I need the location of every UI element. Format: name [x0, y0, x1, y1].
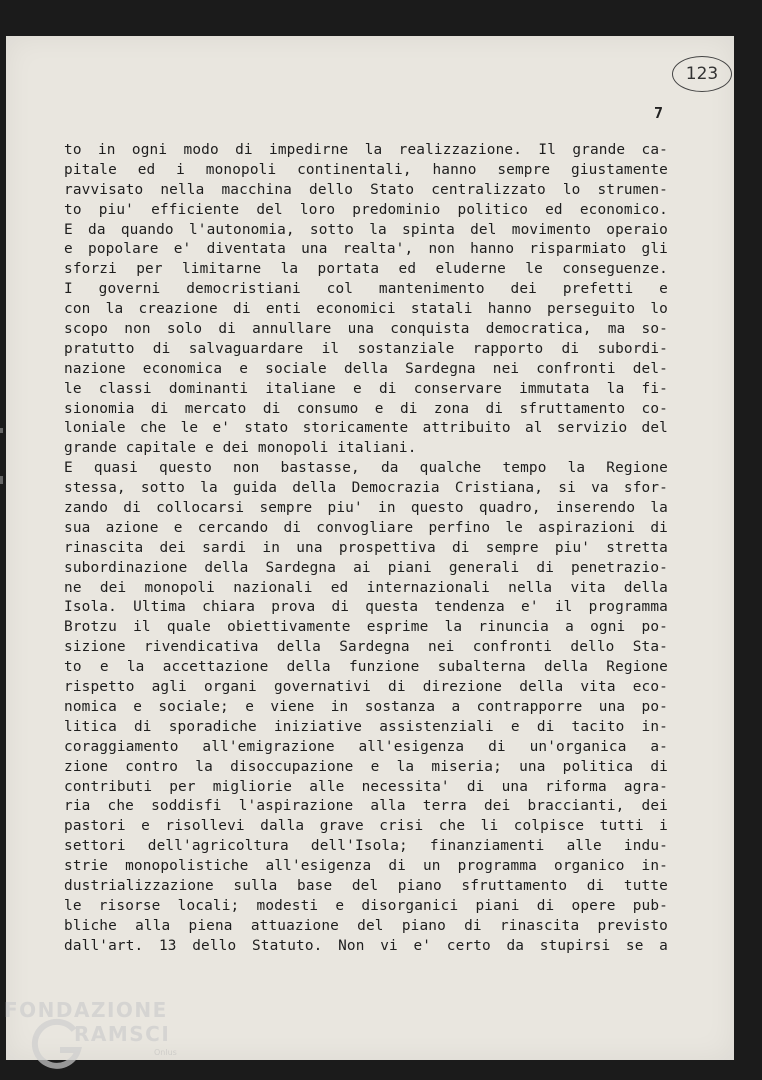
archive-number-stamp [672, 56, 732, 92]
text-line: litica di sporadiche iniziative assistenziali e di tacito in- [64, 718, 668, 735]
text-line: sforzi per limitarne la portata ed eluderne le conseguenze. [64, 261, 668, 278]
text-line: ria che soddisfi l'aspirazione alla terra dei braccianti, dei [64, 798, 668, 815]
text-line: ne dei monopoli nazionali ed internazionali nella vita della [64, 579, 668, 596]
text-line: sionomia di mercato di consumo e di zona di sfruttamento co- [64, 400, 668, 417]
archive-number: 123 [685, 64, 719, 84]
text-line: E quasi questo non bastasse, da qualche tempo la Regione [64, 460, 668, 477]
text-line: con la creazione di enti economici statali hanno perseguito lo [64, 301, 668, 318]
text-line: le classi dominanti italiane e di conservare immutata la fi- [64, 380, 668, 397]
text-line: coraggiamento all'emigrazione all'esigenza di un'organica a- [64, 738, 668, 755]
text-line: le risorse locali; modesti e disorganici piani di opere pub- [64, 897, 668, 914]
text-line: nomica e sociale; e viene in sostanza a contrapporre una po- [64, 698, 668, 715]
text-line: settori dell'agricoltura dell'Isola; finanziamenti alle indu- [64, 838, 668, 855]
text-line: sizione rivendicativa della Sardegna nei confronti dello Sta- [64, 639, 668, 656]
text-line: to piu' efficiente del loro predominio politico ed economico. [64, 201, 668, 218]
text-line: stessa, sotto la guida della Democrazia Cristiana, si va sfor- [64, 480, 668, 497]
text-line: dall'art. 13 dello Statuto. Non vi e' certo da stupirsi se a [64, 937, 668, 954]
text-line: e popolare e' diventata una realta', non hanno risparmiato gli [64, 241, 668, 258]
text-line: rinascita dei sardi in una prospettiva di sempre piu' stretta [64, 539, 668, 556]
text-line: Isola. Ultima chiara prova di questa tendenza e' il programma [64, 599, 668, 616]
text-line: strie monopolistiche all'esigenza di un programma organico in- [64, 858, 668, 875]
text-line: I governi democristiani col mantenimento dei prefetti e [64, 281, 668, 298]
margin-mark [0, 428, 3, 433]
page-number: 7 [654, 104, 664, 122]
text-line: dustrializzazione sulla base del piano sfruttamento di tutte [64, 877, 668, 894]
text-line: scopo non solo di annullare una conquista democratica, ma so- [64, 321, 668, 338]
text-line: Brotzu il quale obiettivamente esprime la rinuncia a ogni po- [64, 619, 668, 636]
text-line: to in ogni modo di impedirne la realizzazione. Il grande ca- [64, 142, 668, 158]
text-line: subordinazione della Sardegna ai piani generali di penetrazio- [64, 559, 668, 576]
text-line: pastori e risollevi dalla grave crisi che li colpisce tutti i [64, 818, 668, 835]
text-line: zione contro la disoccupazione e la miseria; una politica di [64, 758, 668, 775]
fondazione-gramsci-watermark [4, 996, 204, 1076]
text-line: pratutto di salvaguardare il sostanziale rapporto di subordi- [64, 340, 668, 357]
watermark-line1: FONDAZIONE [4, 998, 168, 1022]
text-line: bliche alla piena attuazione del piano di rinascita previsto [64, 917, 668, 934]
text-line: ravvisato nella macchina dello Stato centralizzato lo strumen- [64, 181, 668, 198]
body-text [64, 141, 668, 957]
text-line: grande capitale e dei monopoli italiani. [64, 440, 417, 457]
watermark-sub: Onlus [154, 1048, 177, 1057]
text-line: sua azione e cercando di convogliare perfino le aspirazioni di [64, 519, 668, 536]
watermark-line2: RAMSCI [74, 1022, 171, 1046]
text-line: contributi per migliorie alle necessita' di una riforma agra- [64, 778, 668, 795]
text-line: nazione economica e sociale della Sardegna nei confronti del- [64, 360, 668, 377]
text-line: rispetto agli organi governativi di direzione della vita eco- [64, 679, 668, 696]
text-line: zando di collocarsi sempre piu' in questo quadro, inserendo la [64, 500, 668, 517]
text-line: to e la accettazione della funzione subalterna della Regione [64, 659, 668, 676]
text-line: pitale ed i monopoli continentali, hanno sempre giustamente [64, 161, 668, 178]
margin-mark [0, 476, 3, 484]
text-line: E da quando l'autonomia, sotto la spinta del movimento operaio [64, 221, 668, 238]
text-line: loniale che le e' stato storicamente attribuito al servizio del [64, 420, 668, 437]
